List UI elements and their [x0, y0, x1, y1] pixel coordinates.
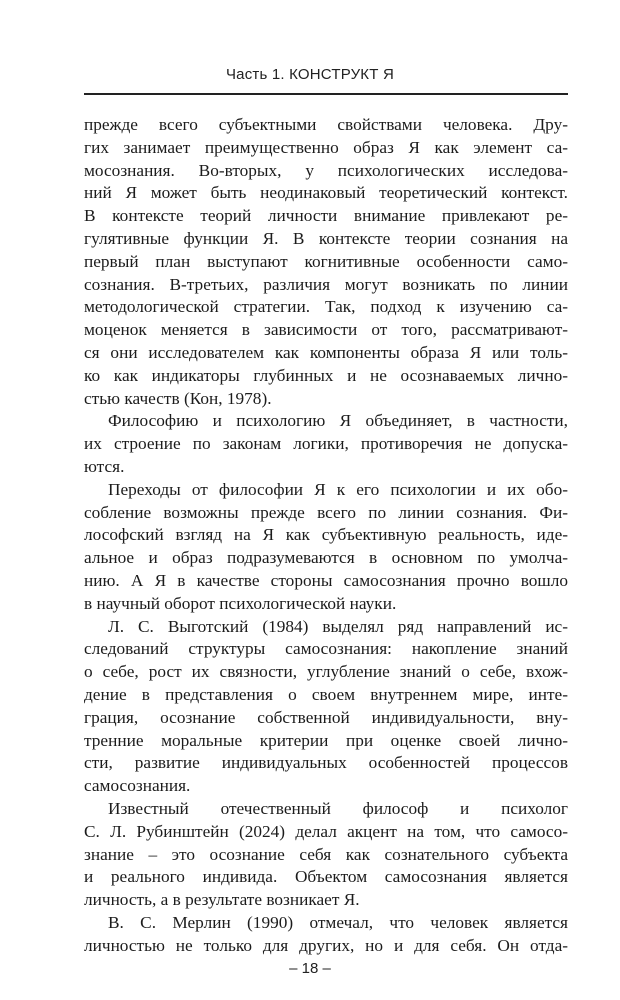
text-line: Философию и психологию Я объединяет, в частности,: [108, 411, 568, 431]
text-line: личность, а в результате возникает Я.: [84, 890, 360, 910]
text-line: ются.: [84, 456, 125, 476]
text-line: сти, развитие индивидуальных особенностей процессов: [84, 753, 568, 773]
paragraph: [84, 114, 568, 410]
text-line: в научный оборот психологической науки.: [84, 593, 397, 613]
text-line: моценок меняется в зависимости от того, рассматривают-: [84, 320, 568, 340]
text-line: альное и образ подразумеваются в основном по умолча-: [84, 548, 568, 568]
text-line: В. С. Мерлин (1990) отмечал, что человек является: [108, 912, 568, 932]
paragraph: [84, 616, 568, 798]
text-line: грация, осознание собственной индивидуальности, вну-: [84, 707, 568, 727]
text-line: лософский взгляд на Я как субъективную реальность, иде-: [84, 525, 568, 545]
text-line: ний Я может быть неодинаковый теоретический контекст.: [84, 183, 568, 203]
text-line: В контексте теорий личности внимание привлекают ре-: [84, 206, 568, 226]
text-line: прежде всего субъектными свойствами человека. Дру-: [84, 115, 568, 134]
text-line: гих занимает преимущественно образ Я как элемент са-: [84, 137, 568, 157]
text-line: следований структуры самосознания: накопление знаний: [84, 639, 568, 659]
text-line: о себе, рост их связности, углубление знаний о себе, вхож-: [84, 662, 568, 682]
text-line: Известный отечественный философ и психолог: [108, 798, 568, 818]
text-line: личностью не только для других, но и для себя. Он отда-: [84, 935, 568, 955]
text-line: сознания. В-третьих, различия могут возникать по линии: [84, 274, 568, 294]
text-line: собление возможны прежде всего по линии сознания. Фи-: [84, 502, 568, 522]
text-line: первый план выступают когнитивные особенности само-: [84, 251, 568, 271]
text-line: методологической стратегии. Так, подход к изучению са-: [84, 297, 568, 317]
text-line: дение в представления о своем внутреннем мире, инте-: [84, 684, 568, 704]
running-head: Часть 1. КОНСТРУКТ Я: [225, 66, 395, 83]
page-number: – 18 –: [289, 960, 331, 977]
paragraph: [84, 410, 568, 478]
text-line: самосознания.: [84, 776, 191, 796]
text-line: С. Л. Рубинштейн (2024) делал акцент на том, что самосо-: [84, 821, 568, 841]
text-line: и реального индивида. Объектом самосознания является: [84, 867, 568, 887]
text-line: нию. А Я в качестве стороны самосознания прочно вошло: [84, 570, 568, 590]
header-rule: [84, 93, 568, 95]
body-text: [84, 114, 568, 957]
text-line: Переходы от философии Я к его психологии и их обо-: [108, 479, 568, 499]
paragraph: [84, 912, 568, 958]
text-line: знание – это осознание себя как сознательного субъекта: [84, 844, 568, 864]
text-line: тренние моральные критерии при оценке своей лично-: [84, 730, 568, 750]
text-line: ко как индикаторы глубинных и не осознаваемых лично-: [84, 365, 568, 385]
text-line: стью качеств (Кон, 1978).: [84, 388, 272, 408]
paragraph: [84, 798, 568, 912]
text-line: Л. С. Выготский (1984) выделял ряд направлений ис-: [108, 616, 568, 636]
paragraph: [84, 479, 568, 616]
text-line: их строение по законам логики, противоречия не допуска-: [84, 434, 568, 454]
text-line: гулятивные функции Я. В контексте теории сознания на: [84, 228, 568, 248]
text-line: ся они исследователем как компоненты образа Я или толь-: [84, 342, 568, 362]
text-line: мосознания. Во-вторых, у психологических исследова-: [84, 160, 568, 180]
